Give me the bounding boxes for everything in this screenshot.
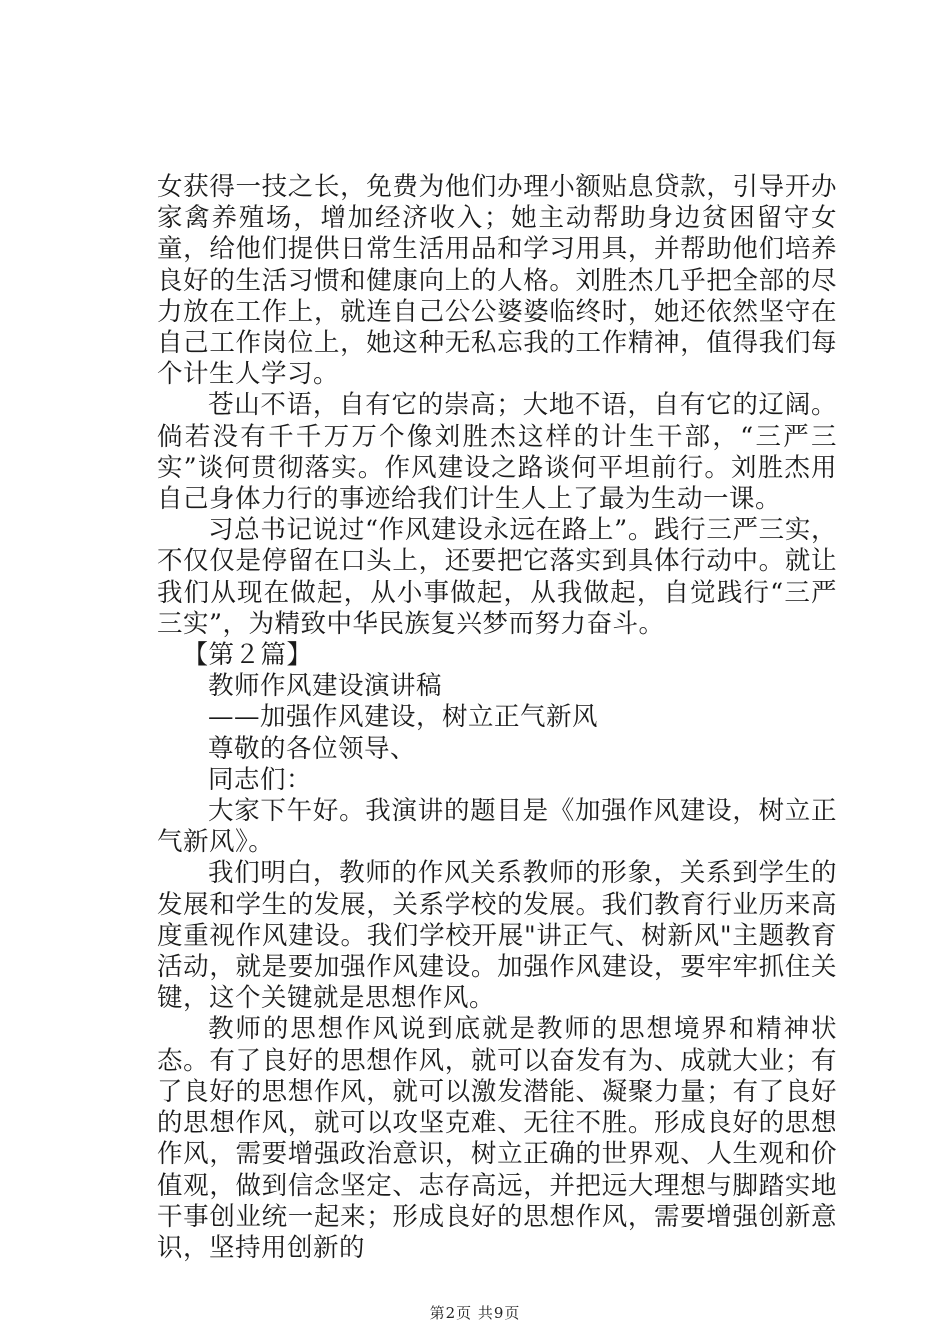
paragraph-1: 女获得一技之长，免费为他们办理小额贴息贷款，引导开办家禽养殖场，增加经济收入；她主动帮助身边贫困留守女童，给他们提供日常生活用品和学习用具，并帮助他们培养良好的生活习惯和健康向上的人格。刘胜杰几乎把全部的尽力放在工作上，就连自己公公婆婆临终时，她还依然坚守在自己工作岗位上，她这种无私忘我的工作精神，值得我们每个计生人学习。: [157, 172, 837, 390]
speech-subtitle: ——加强作风建设，树立正气新风: [208, 702, 599, 733]
paragraph-5: 教师的思想作风说到底就是教师的思想境界和精神状态。有了良好的思想作风，就可以奋发有为、成就大业；有了良好的思想作风，就可以激发潜能、凝聚力量；有了良好的思想作风，就可以攻坚克难、无往不胜。形成良好的思想作风，需要增强政治意识，树立正确的世界观、人生观和价值观，做到信念坚定、志存高远，并把远大理想与脚踏实地干事创业统一起来；形成良好的思想作风，需要增强创新意识，坚持用创新的: [157, 1014, 837, 1263]
section-heading: 【第２篇】: [182, 640, 313, 671]
paragraph-2: 苍山不语，自有它的崇高；大地不语，自有它的辽阔。倘若没有千千万万个像刘胜杰这样的计生干部，“三严三实”谈何贯彻落实。作风建设之路谈何平坦前行。刘胜杰用自己身体力行的事迹给我们计生人上了最为生动一课。: [157, 390, 837, 515]
salutation-line-2: 同志们：: [208, 764, 313, 795]
paragraph-4: 我们明白，教师的作风关系教师的形象，关系到学生的发展和学生的发展，关系学校的发展。我们教育行业历来高度重视作风建设。我们学校开展"讲正气、树新风"主题教育活动，就是要加强作风建设。加强作风建设，要牢牢抓住关键，这个关键就是思想作风。: [157, 858, 837, 1014]
document-body: [157, 172, 837, 1264]
paragraph-greeting: 大家下午好。我演讲的题目是《加强作风建设，树立正气新风》。: [157, 796, 837, 858]
page-footer: 第2页 共9页: [429, 1304, 521, 1322]
speech-title: 教师作风建设演讲稿: [208, 671, 443, 702]
paragraph-3: 习总书记说过“作风建设永远在路上”。践行三严三实，不仅仅是停留在口头上，还要把它落实到具体行动中。就让我们从现在做起，从小事做起，从我做起，自觉践行“三严三实”，为精致中华民族复兴梦而努力奋斗。: [157, 515, 837, 639]
salutation-line-1: 尊敬的各位领导、: [208, 733, 417, 764]
